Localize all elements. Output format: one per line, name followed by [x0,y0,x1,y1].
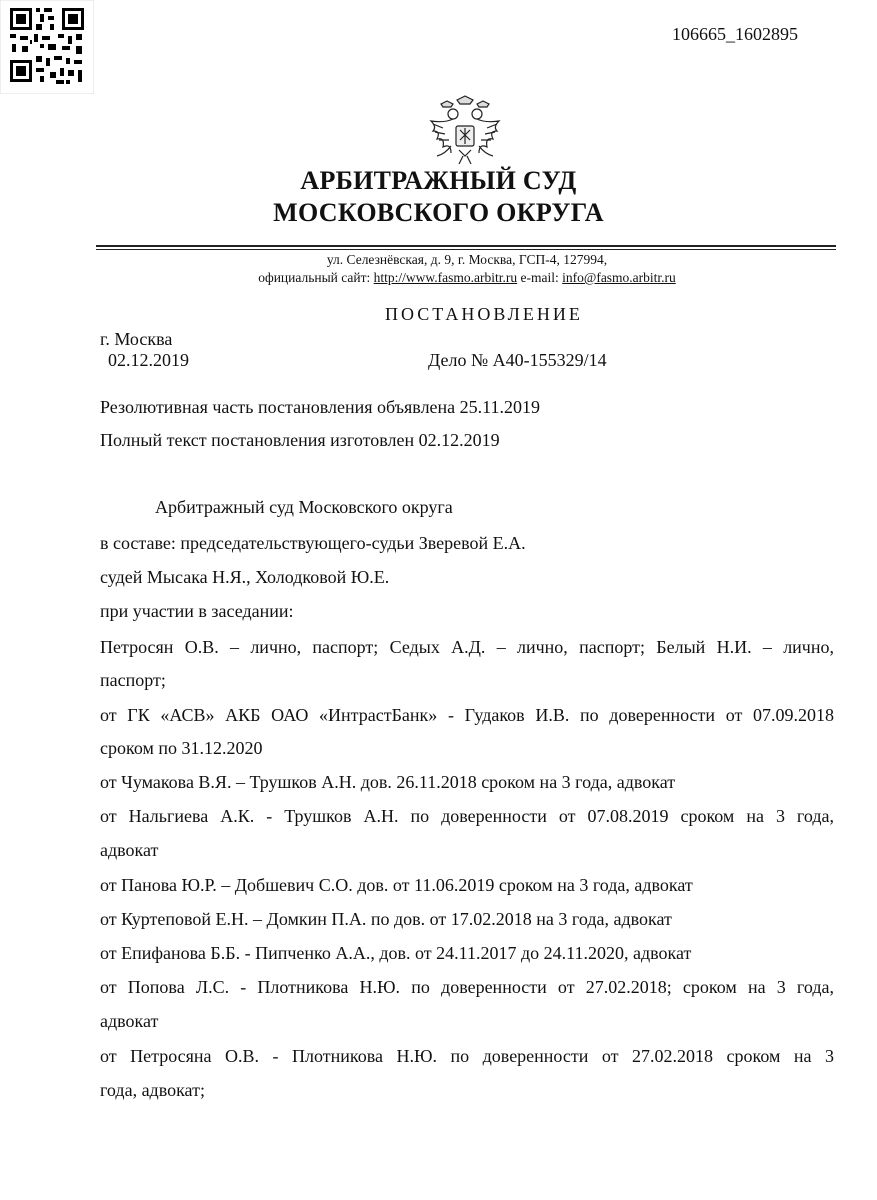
court-address: ул. Селезнёвская, д. 9, г. Москва, ГСП-4, 127994, [326,252,608,267]
decision-date: 02.12.2019 [108,350,189,370]
case-number: Дело № А40-155329/14 [428,350,607,370]
participant-line: года, адвокат; [100,1080,205,1100]
participants-intro: при участии в заседании: [100,601,294,621]
participant-line: от Нальгиева А.К. - Трушков А.Н. по доверенности от 07.08.2019 сроком на 3 года, [100,806,834,826]
header-divider-thick [96,245,836,247]
court-contacts [0,270,877,286]
participant-line: адвокат [100,1011,159,1031]
header-divider-thin [96,249,836,250]
resolution-announced: Резолютивная часть постановления объявлена 25.11.2019 [100,397,540,417]
site-link[interactable]: http://www.fasmo.arbitr.ru [373,270,518,285]
court-paragraph: Арбитражный суд Московского округа [155,497,453,517]
participant-line: адвокат [100,840,159,860]
email-link[interactable]: info@fasmo.arbitr.ru [562,270,676,285]
judges: судей Мысака Н.Я., Холодковой Ю.Е. [100,567,390,587]
participant-line: от Панова Ю.Р. – Добшевич С.О. дов. от 11.06.2019 сроком на 3 года, адвокат [100,875,693,895]
participant-line: от Епифанова Б.Б. - Пипченко А.А., дов. от 24.11.2017 до 24.11.2020, адвокат [100,943,692,963]
participant-line: Петросян О.В. – лично, паспорт; Седых А.Д. – лично, паспорт; Белый Н.И. – лично, [100,637,834,657]
site-label: официальный сайт: [258,270,371,285]
participant-line: от Куртеповой Е.Н. – Домкин П.А. по дов. от 17.02.2018 на 3 года, адвокат [100,909,672,929]
qr-code-icon [0,0,94,94]
court-name-line-2: МОСКОВСКОГО ОКРУГА [273,198,604,227]
participant-line: от Чумакова В.Я. – Трушков А.Н. дов. 26.11.2018 сроком на 3 года, адвокат [100,772,676,792]
participant-line: паспорт; [100,670,166,690]
composition: в составе: председательствующего-судьи Зверевой Е.А. [100,533,526,553]
participant-line: от ГК «АСВ» АКБ ОАО «ИнтрастБанк» - Гудаков И.В. по доверенности от 07.09.2018 [100,705,834,725]
document-id: 106665_1602895 [672,24,798,44]
participant-line: от Петросяна О.В. - Плотникова Н.Ю. по доверенности от 27.02.2018 сроком на 3 [100,1046,834,1066]
participant-line: сроком по 31.12.2020 [100,738,263,758]
city: г. Москва [100,329,173,349]
court-name-line-1: АРБИТРАЖНЫЙ СУД [300,166,577,195]
russian-coat-of-arms-icon [427,94,503,168]
email-label: e-mail: [520,270,559,285]
document-type-title: ПОСТАНОВЛЕНИЕ [385,304,583,324]
participant-line: от Попова Л.С. - Плотникова Н.Ю. по доверенности от 27.02.2018; сроком на 3 года, [100,977,834,997]
full-text-prepared: Полный текст постановления изготовлен 02.12.2019 [100,430,500,450]
